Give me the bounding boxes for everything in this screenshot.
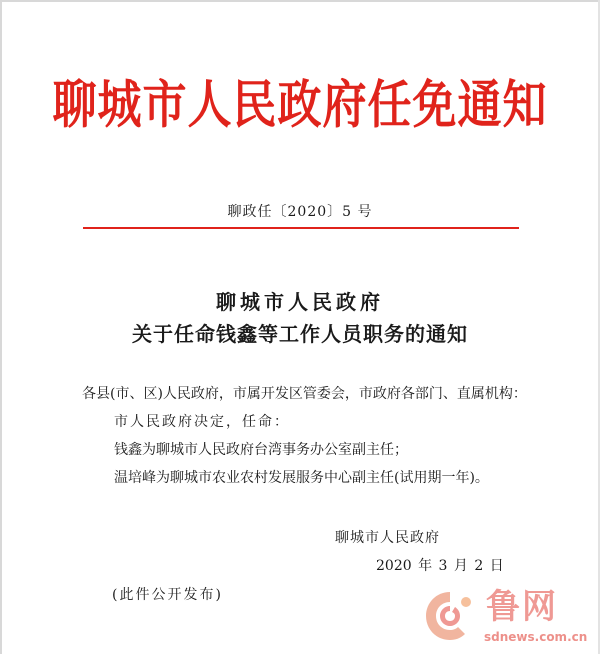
- page-border-top: [0, 0, 600, 2]
- body-paragraph: 钱鑫为聊城市人民政府台湾事务办公室副主任；: [114, 442, 408, 458]
- issue-date: 2020 年 3 月 2 日: [376, 558, 504, 574]
- sdnews-logo-icon: [420, 586, 480, 646]
- issuer-title: 聊城市人民政府: [216, 290, 384, 314]
- publication-note: (此件公开发布): [112, 587, 223, 603]
- watermark-brand: 鲁网: [486, 587, 558, 627]
- watermark: [420, 586, 600, 654]
- red-header-title: 聊城市人民政府任免通知: [52, 75, 548, 136]
- watermark-url: sdnews.com.cn: [484, 630, 588, 644]
- notice-title: 关于任命钱鑫等工作人员职务的通知: [132, 322, 468, 346]
- salutation: 各县(市、区)人民政府，市属开发区管委会，市政府各部门、直属机构：: [82, 386, 527, 402]
- red-divider-line: [83, 227, 519, 229]
- document-number: 聊政任〔2020〕5 号: [227, 204, 373, 220]
- body-paragraph: 温培峰为聊城市农业农村发展服务中心副主任(试用期一年)。: [114, 470, 489, 486]
- signer: 聊城市人民政府: [335, 530, 440, 546]
- body-paragraph: 市人民政府决定，任命：: [114, 414, 290, 430]
